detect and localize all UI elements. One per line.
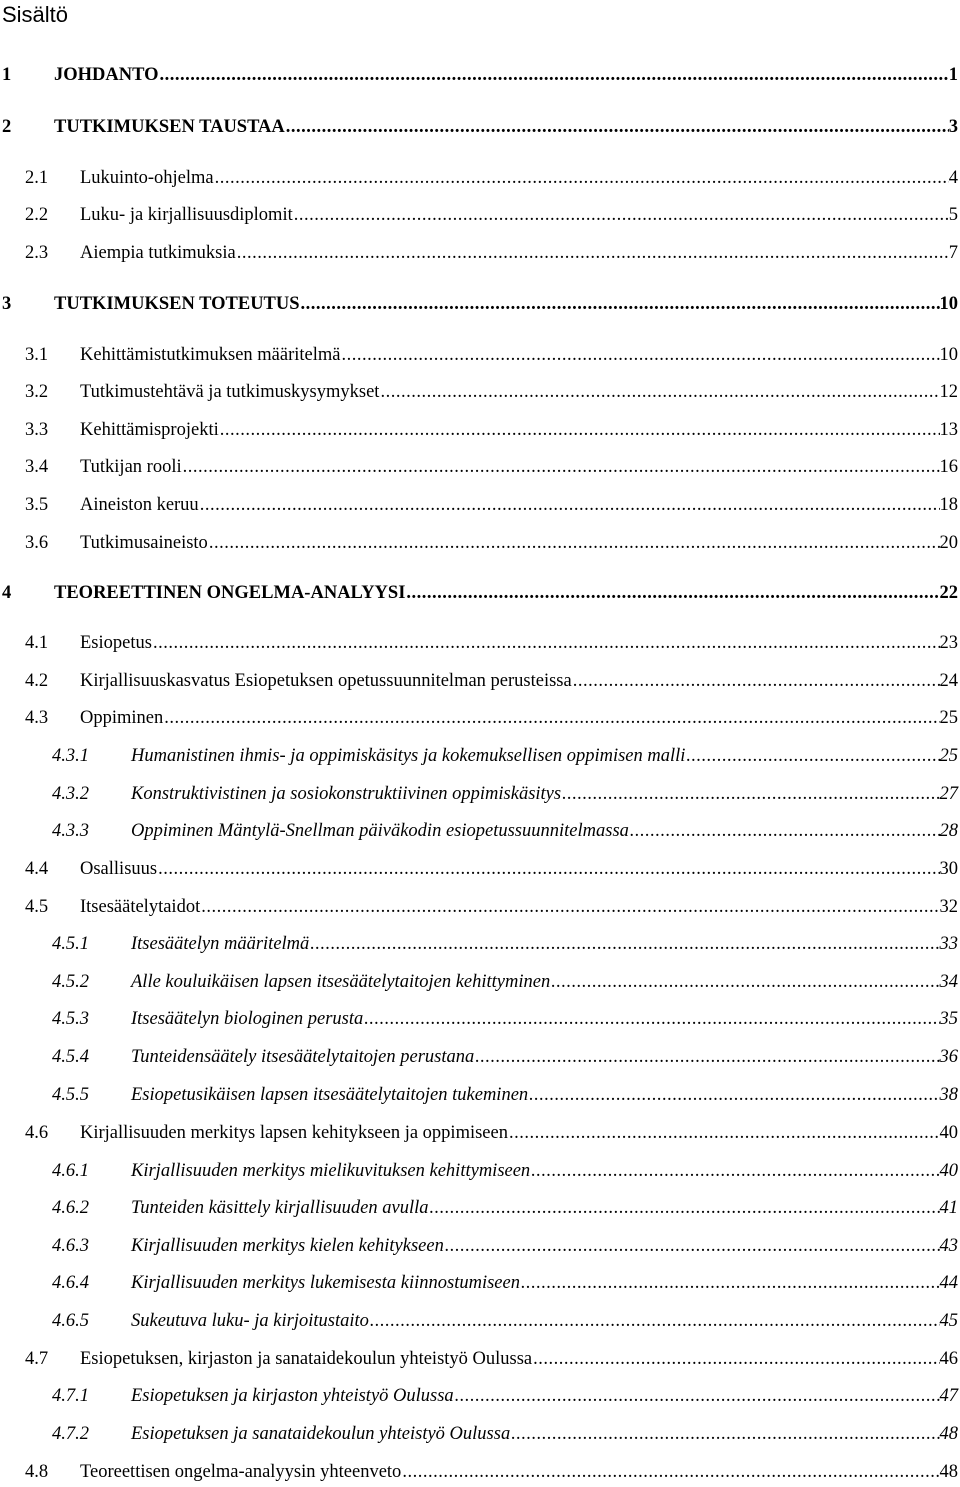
toc-entry-number: 4.5.1 bbox=[52, 934, 89, 954]
toc-entry-title: Esiopetuksen, kirjaston ja sanataidekoulun yhteistyö Oulussa bbox=[80, 1349, 533, 1369]
dot-leader bbox=[686, 741, 939, 771]
toc-entry[interactable] bbox=[0, 1344, 960, 1374]
toc-entry-title: Tunteidensäätely itsesäätelytaitojen perustana bbox=[131, 1047, 475, 1067]
dot-leader bbox=[370, 1306, 940, 1336]
toc-entry[interactable] bbox=[0, 892, 960, 922]
toc-entry-number: 4.6.2 bbox=[52, 1198, 89, 1218]
toc-entry[interactable] bbox=[0, 1193, 960, 1223]
toc-entry-page: 7 bbox=[948, 243, 958, 263]
toc-entry[interactable] bbox=[0, 112, 960, 142]
toc-entry[interactable] bbox=[0, 703, 960, 733]
toc-entry[interactable] bbox=[0, 1231, 960, 1261]
toc-entry-page: 25 bbox=[939, 708, 958, 728]
toc-entry[interactable] bbox=[0, 289, 960, 319]
toc-entry-page: 4 bbox=[948, 168, 958, 188]
dot-leader bbox=[455, 1381, 940, 1411]
toc-entry[interactable] bbox=[0, 779, 960, 809]
toc-entry-title: Esiopetusikäisen lapsen itsesäätelytaitojen tukeminen bbox=[131, 1085, 529, 1105]
toc-entry[interactable] bbox=[0, 1268, 960, 1298]
dot-leader bbox=[445, 1231, 940, 1261]
toc-entry-number: 2.2 bbox=[25, 205, 49, 225]
toc-entry-page: 35 bbox=[939, 1009, 958, 1029]
toc-entry[interactable] bbox=[0, 628, 960, 658]
toc-entry-title: Alle kouluikäisen lapsen itsesäätelytaitojen kehittyminen bbox=[131, 972, 551, 992]
toc-entry-number: 3.3 bbox=[25, 420, 49, 440]
toc-entry-title: Aineiston keruu bbox=[80, 495, 199, 515]
dot-leader bbox=[406, 578, 939, 608]
toc-entry-number: 4 bbox=[2, 583, 12, 603]
toc-entry-page: 30 bbox=[939, 859, 958, 879]
dot-leader bbox=[310, 929, 939, 959]
dot-leader bbox=[509, 1118, 940, 1148]
toc-entry-page: 38 bbox=[939, 1085, 958, 1105]
toc-entry-page: 48 bbox=[939, 1424, 958, 1444]
toc-entry-title: Teoreettisen ongelma-analyysin yhteenveto bbox=[80, 1462, 402, 1482]
dot-leader bbox=[237, 238, 949, 268]
toc-entry-page: 24 bbox=[939, 671, 958, 691]
toc-entry-page: 12 bbox=[939, 382, 958, 402]
toc-entry-page: 1 bbox=[948, 65, 958, 85]
toc-entry-page: 47 bbox=[939, 1386, 958, 1406]
toc-entry[interactable] bbox=[0, 200, 960, 230]
dot-leader bbox=[531, 1156, 939, 1186]
dot-leader bbox=[183, 452, 940, 482]
dot-leader bbox=[158, 854, 939, 884]
toc-entry-title: Tutkimusaineisto bbox=[80, 533, 208, 553]
toc-entry-page: 46 bbox=[939, 1349, 958, 1369]
dot-leader bbox=[573, 666, 940, 696]
dot-leader bbox=[551, 967, 939, 997]
toc-entry-title: Esiopetuksen ja sanataidekoulun yhteistyö Oulussa bbox=[131, 1424, 511, 1444]
toc-entry-number: 4.3 bbox=[25, 708, 49, 728]
toc-entry[interactable] bbox=[0, 1381, 960, 1411]
dot-leader bbox=[220, 415, 940, 445]
toc-entry-number: 3.4 bbox=[25, 457, 49, 477]
dot-leader bbox=[475, 1042, 939, 1072]
dot-leader bbox=[630, 816, 940, 846]
dot-leader bbox=[364, 1004, 939, 1034]
toc-entry[interactable] bbox=[0, 1080, 960, 1110]
toc-entry-number: 4.3.2 bbox=[52, 784, 89, 804]
toc-entry-title: Luku- ja kirjallisuusdiplomit bbox=[80, 205, 293, 225]
toc-entry-number: 3.1 bbox=[25, 345, 49, 365]
toc-entry-page: 32 bbox=[939, 897, 958, 917]
dot-leader bbox=[200, 490, 940, 520]
toc-entry-page: 13 bbox=[939, 420, 958, 440]
toc-entry-page: 28 bbox=[939, 821, 958, 841]
toc-entry-number: 3 bbox=[2, 294, 12, 314]
toc-entry-number: 4.5 bbox=[25, 897, 49, 917]
toc-entry[interactable] bbox=[0, 1156, 960, 1186]
toc-entry-number: 2.1 bbox=[25, 168, 49, 188]
toc-entry-number: 4.6.4 bbox=[52, 1273, 89, 1293]
toc-entry-page: 18 bbox=[939, 495, 958, 515]
toc-entry-title: Sukeutuva luku- ja kirjoitustaito bbox=[131, 1311, 369, 1331]
toc-entry-number: 4.7 bbox=[25, 1349, 49, 1369]
toc-entry-number: 4.6.5 bbox=[52, 1311, 89, 1331]
dot-leader bbox=[380, 377, 939, 407]
toc-entry-title: Kirjallisuuden merkitys lukemisesta kiinnostumiseen bbox=[131, 1273, 520, 1293]
dot-leader bbox=[533, 1344, 939, 1374]
toc-entry-page: 10 bbox=[939, 345, 958, 365]
toc-entry-page: 34 bbox=[939, 972, 958, 992]
dot-leader bbox=[286, 112, 949, 142]
toc-entry[interactable] bbox=[0, 490, 960, 520]
toc-entry[interactable] bbox=[0, 1306, 960, 1336]
toc-entry[interactable] bbox=[0, 578, 960, 608]
toc-entry-page: 22 bbox=[939, 583, 958, 603]
toc-entry-title: Esiopetus bbox=[80, 633, 152, 653]
toc-entry-number: 4.4 bbox=[25, 859, 49, 879]
toc-entry-page: 40 bbox=[939, 1161, 958, 1181]
dot-leader bbox=[209, 528, 940, 558]
toc-entry-title: JOHDANTO bbox=[54, 65, 159, 85]
toc-entry-title: Itsesäätelyn biologinen perusta bbox=[131, 1009, 364, 1029]
toc-entry[interactable] bbox=[0, 967, 960, 997]
toc-entry-number: 4.6 bbox=[25, 1123, 49, 1143]
toc-entry-number: 4.6.1 bbox=[52, 1161, 89, 1181]
toc-entry[interactable] bbox=[0, 60, 960, 90]
dot-leader bbox=[153, 628, 940, 658]
toc-entry-page: 27 bbox=[939, 784, 958, 804]
dot-leader bbox=[402, 1457, 939, 1487]
toc-entry-number: 3.6 bbox=[25, 533, 49, 553]
toc-entry-page: 16 bbox=[939, 457, 958, 477]
dot-leader bbox=[160, 60, 949, 90]
toc-entry-title: Humanistinen ihmis- ja oppimiskäsitys ja kokemuksellisen oppimisen malli bbox=[131, 746, 686, 766]
dot-leader bbox=[562, 779, 939, 809]
toc-entry-title: Kirjallisuuskasvatus Esiopetuksen opetussuunnitelman perusteissa bbox=[80, 671, 572, 691]
dot-leader bbox=[294, 200, 949, 230]
toc-entry-page: 36 bbox=[939, 1047, 958, 1067]
toc-entry[interactable] bbox=[0, 929, 960, 959]
toc-entry-number: 4.3.3 bbox=[52, 821, 89, 841]
toc-entry[interactable] bbox=[0, 377, 960, 407]
toc-entry-title: Lukuinto-ohjelma bbox=[80, 168, 214, 188]
toc-entry-number: 2.3 bbox=[25, 243, 49, 263]
toc-entry-number: 4.6.3 bbox=[52, 1236, 89, 1256]
toc-entry-title: Tutkijan rooli bbox=[80, 457, 182, 477]
toc-entry-title: Tunteiden käsittely kirjallisuuden avulla bbox=[131, 1198, 429, 1218]
toc-entry-number: 3.5 bbox=[25, 495, 49, 515]
toc-entry[interactable] bbox=[0, 415, 960, 445]
toc-entry-title: Itsesäätelyn määritelmä bbox=[131, 934, 310, 954]
toc-entry-title: TEOREETTINEN ONGELMA-ANALYYSI bbox=[54, 583, 406, 603]
toc-entry[interactable] bbox=[0, 666, 960, 696]
toc-entry-page: 33 bbox=[939, 934, 958, 954]
toc-entry-title: Kirjallisuuden merkitys mielikuvituksen kehittymiseen bbox=[131, 1161, 531, 1181]
toc-entry-page: 10 bbox=[939, 294, 958, 314]
toc-entry-number: 3.2 bbox=[25, 382, 49, 402]
toc-entry-title: Kehittämisprojekti bbox=[80, 420, 219, 440]
toc-entry[interactable] bbox=[0, 1419, 960, 1449]
toc-entry-title: Kehittämistutkimuksen määritelmä bbox=[80, 345, 341, 365]
dot-leader bbox=[201, 892, 939, 922]
toc-entry-page: 3 bbox=[948, 117, 958, 137]
toc-entry-page: 45 bbox=[939, 1311, 958, 1331]
toc-entry-number: 1 bbox=[2, 65, 12, 85]
toc-entry-page: 40 bbox=[939, 1123, 958, 1143]
toc-entry-number: 4.5.2 bbox=[52, 972, 89, 992]
toc-entry-page: 20 bbox=[939, 533, 958, 553]
toc-entry-number: 4.5.5 bbox=[52, 1085, 89, 1105]
dot-leader bbox=[521, 1268, 940, 1298]
toc-entry[interactable] bbox=[0, 452, 960, 482]
toc-entry-number: 4.8 bbox=[25, 1462, 49, 1482]
toc-entry-page: 41 bbox=[939, 1198, 958, 1218]
toc-entry-title: Aiempia tutkimuksia bbox=[80, 243, 236, 263]
toc-entry-number: 2 bbox=[2, 117, 12, 137]
toc-entry[interactable] bbox=[0, 1004, 960, 1034]
toc-entry-number: 4.7.2 bbox=[52, 1424, 89, 1444]
dot-leader bbox=[215, 163, 949, 193]
toc-entry-title: Kirjallisuuden merkitys kielen kehitykseen bbox=[131, 1236, 444, 1256]
toc-entry[interactable] bbox=[0, 816, 960, 846]
toc-entry-page: 44 bbox=[939, 1273, 958, 1293]
toc-entry[interactable] bbox=[0, 854, 960, 884]
page-title: Sisältö bbox=[2, 2, 69, 27]
toc-entry-page: 23 bbox=[939, 633, 958, 653]
toc-entry-page: 43 bbox=[939, 1236, 958, 1256]
toc-entry-number: 4.5.3 bbox=[52, 1009, 89, 1029]
toc-entry-title: Oppiminen bbox=[80, 708, 164, 728]
dot-leader bbox=[164, 703, 939, 733]
toc-entry[interactable] bbox=[0, 238, 960, 268]
dot-leader bbox=[301, 289, 940, 319]
toc-entry-title: TUTKIMUKSEN TAUSTAA bbox=[54, 117, 285, 137]
toc-entry[interactable] bbox=[0, 741, 960, 771]
toc-entry-page: 25 bbox=[939, 746, 958, 766]
dot-leader bbox=[529, 1080, 939, 1110]
toc-entry-number: 4.7.1 bbox=[52, 1386, 89, 1406]
toc-entry-title: Konstruktivistinen ja sosiokonstruktiivinen oppimiskäsitys bbox=[131, 784, 562, 804]
toc-entry-title: Tutkimustehtävä ja tutkimuskysymykset bbox=[80, 382, 380, 402]
toc-entry[interactable] bbox=[0, 163, 960, 193]
toc-entry-number: 4.1 bbox=[25, 633, 49, 653]
toc-entry[interactable] bbox=[0, 1457, 960, 1487]
toc-entry-title: Osallisuus bbox=[80, 859, 158, 879]
toc-entry-title: Kirjallisuuden merkitys lapsen kehitykseen ja oppimiseen bbox=[80, 1123, 508, 1143]
toc-entry[interactable] bbox=[0, 1042, 960, 1072]
toc-entry-page: 5 bbox=[948, 205, 958, 225]
toc-entry-title: Esiopetuksen ja kirjaston yhteistyö Oulussa bbox=[131, 1386, 454, 1406]
dot-leader bbox=[430, 1193, 940, 1223]
toc-entry[interactable] bbox=[0, 1118, 960, 1148]
dot-leader bbox=[511, 1419, 939, 1449]
toc-entry-title: Oppiminen Mäntylä-Snellman päiväkodin esiopetussuunnitelmassa bbox=[131, 821, 629, 841]
toc-entry[interactable] bbox=[0, 340, 960, 370]
toc-entry-number: 4.2 bbox=[25, 671, 49, 691]
toc-entry-title: Itsesäätelytaidot bbox=[80, 897, 201, 917]
toc-entry-number: 4.5.4 bbox=[52, 1047, 89, 1067]
toc-entry-number: 4.3.1 bbox=[52, 746, 89, 766]
dot-leader bbox=[341, 340, 939, 370]
toc-entry-page: 48 bbox=[939, 1462, 958, 1482]
toc-entry[interactable] bbox=[0, 528, 960, 558]
toc-entry-title: TUTKIMUKSEN TOTEUTUS bbox=[54, 294, 300, 314]
